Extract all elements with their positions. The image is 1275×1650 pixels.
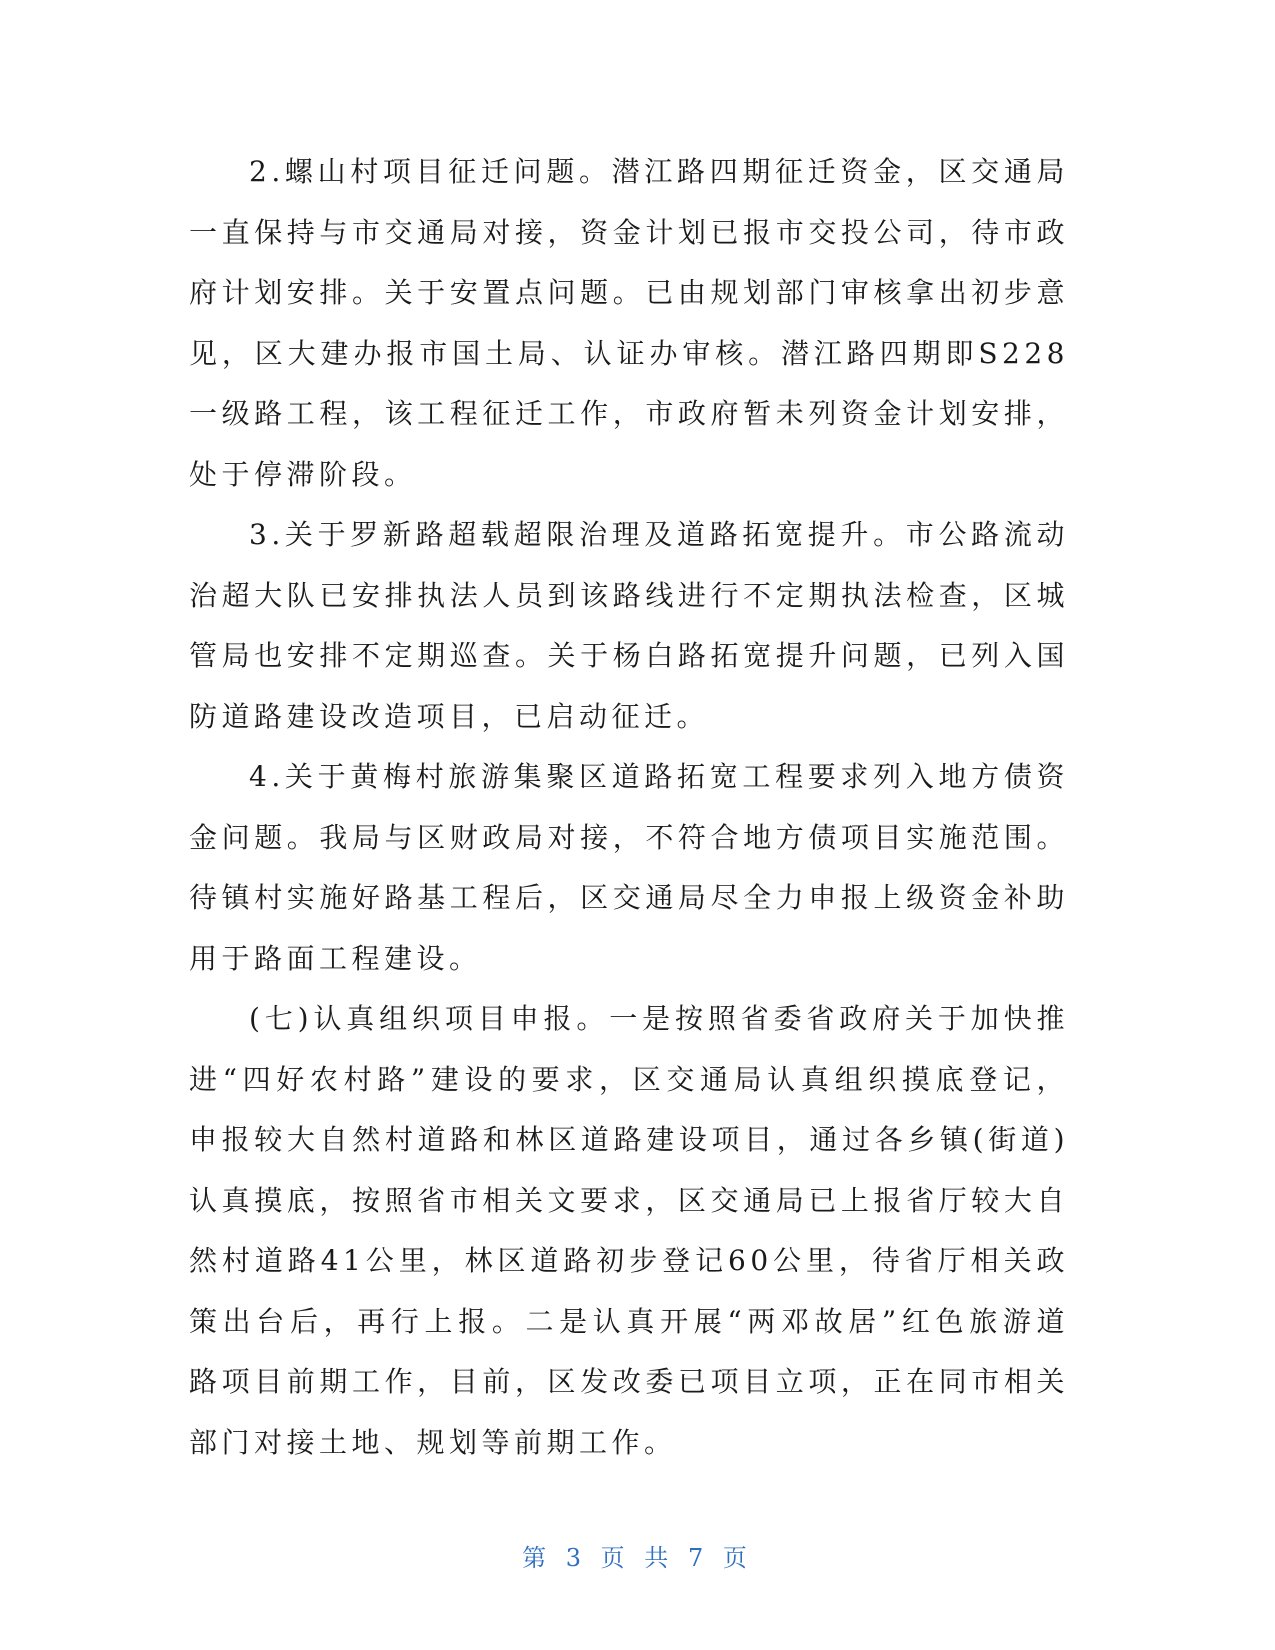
paragraph-item-2: 2.螺山村项目征迁问题。潜江路四期征迁资金，区交通局一直保持与市交通局对接，资金计划已报市交投公司，待市政府计划安排。关于安置点问题。已由规划部门审核拿出初步意见，区大建办报市国土局、认证办审核。潜江路四期即S228一级路工程，该工程征迁工作，市政府暂未列资金计划安排，处于停滞阶段。 [189,155,1069,491]
paragraph-item-3: 3.关于罗新路超载超限治理及道路拓宽提升。市公路流动治超大队已安排执法人员到该路线进行不定期执法检查，区城管局也安排不定期巡查。关于杨白路拓宽提升问题，已列入国防道路建设改造项目，已启动征迁。 [189,518,1069,733]
document-body [189,142,1069,1473]
page-number-footer: 第 3 页 共 7 页 [522,1544,753,1572]
paragraph-item-4: 4.关于黄梅村旅游集聚区道路拓宽工程要求列入地方债资金问题。我局与区财政局对接，不符合地方债项目实施范围。待镇村实施好路基工程后，区交通局尽全力申报上级资金补助用于路面工程建设。 [189,760,1069,975]
paragraph-section-7: (七)认真组织项目申报。一是按照省委省政府关于加快推进“四好农村路”建设的要求，区交通局认真组织摸底登记，申报较大自然村道路和林区道路建设项目，通过各乡镇(街道)认真摸底，按照省市相关文要求，区交通局已上报省厅较大自然村道路41公里，林区道路初步登记60公里，待省厅相关政策出台后，再行上报。二是认真开展“两邓故居”红色旅游道路项目前期工作，目前，区发改委已项目立项，正在同市相关部门对接土地、规划等前期工作。 [189,1002,1069,1459]
